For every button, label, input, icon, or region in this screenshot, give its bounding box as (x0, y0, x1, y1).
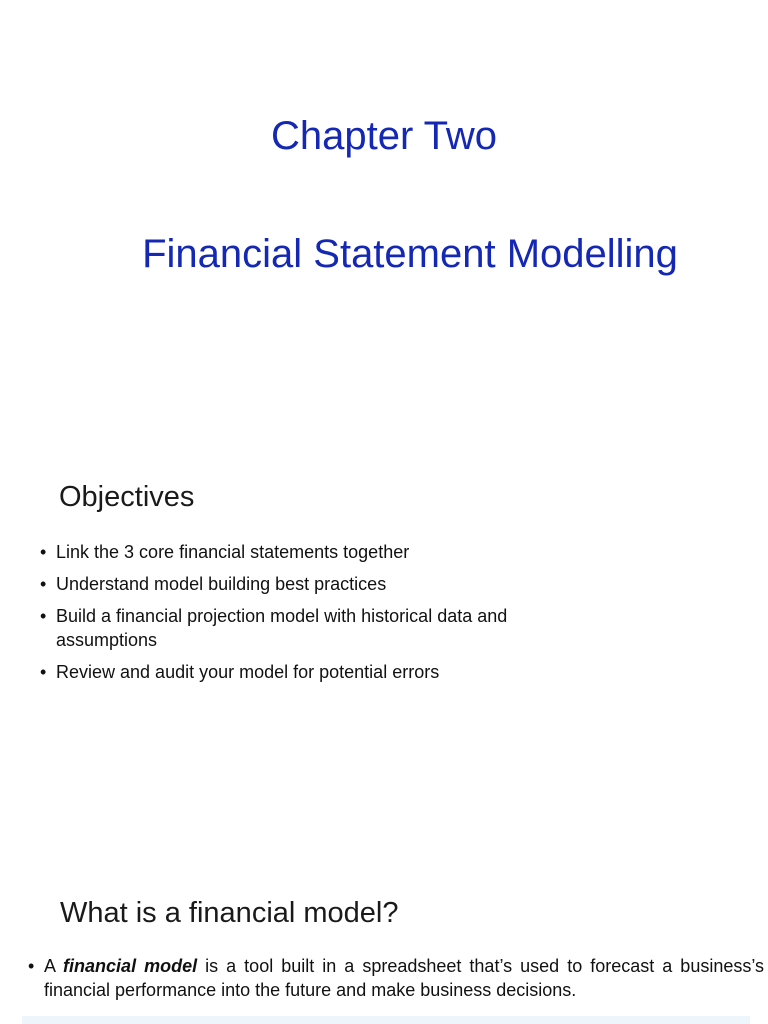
objectives-slide (0, 450, 768, 750)
bullet-dot: • (28, 956, 35, 976)
definition-slide (0, 870, 768, 1024)
slide-edge-strip (22, 1016, 750, 1024)
objective-item: • Understand model building best practices (40, 572, 600, 596)
chapter-title: Chapter Two (270, 114, 498, 158)
definition-term: financial model (63, 956, 198, 976)
definition-bullet (28, 954, 764, 1002)
objectives-list (40, 540, 600, 692)
objectives-heading: Objectives (59, 481, 195, 513)
definition-text: is a tool built in a spreadsheet that’s used to forecast a business’s financial performance into the future and make business decisions. (44, 956, 765, 1000)
chapter-subtitle: Financial Statement Modelling (142, 232, 678, 276)
objective-item: • Build a financial projection model with historical data and assumptions (40, 604, 600, 652)
objective-item: • Review and audit your model for potential errors (40, 660, 600, 684)
definition-heading: What is a financial model? (60, 897, 399, 929)
objective-item: • Link the 3 core financial statements together (40, 540, 600, 564)
definition-prefix: A (44, 956, 64, 976)
title-slide (0, 0, 768, 335)
